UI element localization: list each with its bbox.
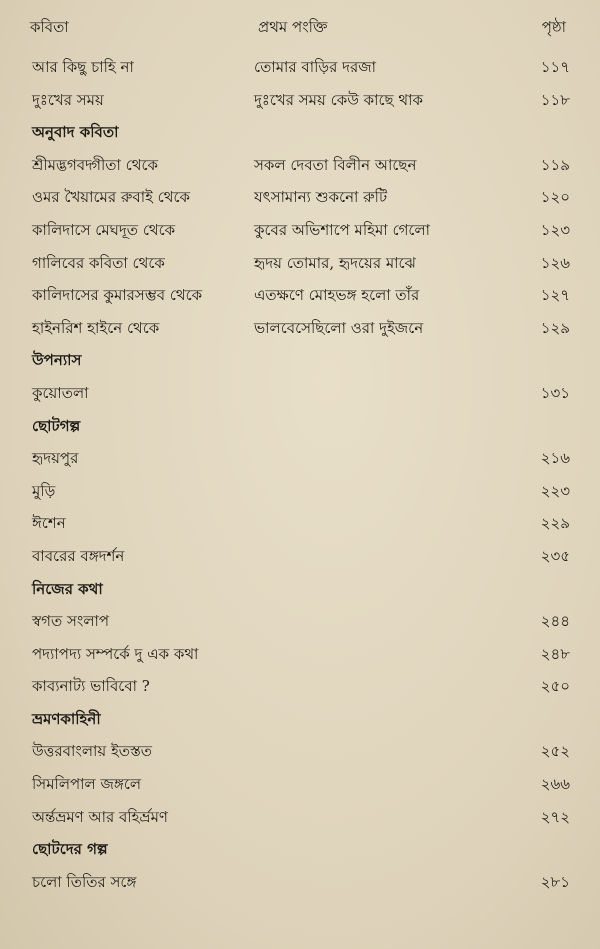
list-item — [32, 638, 574, 671]
entry-title: চলো তিতির সঙ্গে — [32, 872, 137, 891]
section-title: ছোটগল্প — [32, 416, 81, 435]
list-item — [32, 670, 574, 703]
list-item — [32, 214, 574, 247]
list-item — [32, 475, 574, 508]
entry-page-number: ১২৭ — [540, 286, 570, 305]
entry-title: হাইনরিশ হাইনে থেকে — [32, 318, 160, 337]
entry-first-line: সকল দেবতা বিলীন আছেন — [254, 155, 417, 174]
entry-first-line: দুঃখের সময় কেউ কাছে থাক — [254, 90, 423, 109]
header-poem-title: কবিতা — [30, 18, 69, 36]
list-item — [32, 312, 574, 345]
list-item — [32, 801, 574, 834]
header-page: পৃষ্ঠা — [541, 18, 566, 36]
list-item — [32, 507, 574, 540]
entry-page-number: ২২৩ — [540, 481, 570, 500]
header-first-line: প্রথম পংক্তি — [258, 18, 328, 36]
entry-title: সিমলিপাল জঙ্গলে — [32, 775, 142, 794]
list-item — [32, 768, 574, 801]
section-heading — [32, 573, 574, 606]
section-title: নিজের কথা — [32, 579, 103, 598]
entry-title: ঈশেন — [32, 514, 66, 533]
list-item — [32, 605, 574, 638]
list-item — [32, 181, 574, 214]
list-item — [32, 149, 574, 182]
entry-title: উত্তরবাংলায় ইতস্তত — [32, 742, 153, 761]
list-item — [32, 377, 574, 410]
entry-page-number: ২৪৪ — [540, 612, 570, 631]
entry-page-number: ২২৯ — [540, 514, 570, 533]
section-title: ভ্রমণকাহিনী — [32, 709, 101, 728]
list-item — [32, 442, 574, 475]
entry-title: আর কিছু চাহি না — [32, 58, 134, 76]
entry-page-number: ২৩৫ — [540, 546, 570, 565]
entry-first-line: যৎসামান্য শুকনো রুটি — [254, 188, 388, 207]
entry-page-number: ১৩১ — [540, 383, 570, 402]
entry-title: কালিদাসে মেঘদূত থেকে — [32, 220, 176, 239]
entry-page-number: ২৬৬ — [540, 775, 570, 794]
entry-title: পদ্যাপদ্য সম্পর্কে দু এক কথা — [32, 644, 199, 663]
entry-first-line: কুবের অভিশাপে মহিমা গেলো — [254, 220, 430, 239]
entry-title: দুঃখের সময় — [32, 90, 104, 109]
entry-first-line: ভালবেসেছিলো ওরা দুইজনে — [254, 318, 424, 337]
entry-first-line: এতক্ষণে মোহভঙ্গ হলো তাঁর — [254, 286, 420, 305]
section-heading — [32, 410, 574, 443]
entry-title: কালিদাসের কুমারসম্ভব থেকে — [32, 286, 203, 305]
entry-page-number: ১১৭ — [540, 58, 570, 76]
entry-title: অর্ন্তভ্রমণ আর বহির্ভ্রমণ — [32, 807, 168, 826]
list-item — [32, 247, 574, 280]
entry-title: গালিবের কবিতা থেকে — [32, 253, 165, 272]
entry-title: কাব্যনাট্য ভাবিবো ? — [32, 677, 150, 696]
entry-page-number: ১১৮ — [540, 90, 570, 109]
entry-title: কুয়োতলা — [32, 383, 89, 402]
list-item — [32, 866, 574, 899]
list-item — [32, 84, 574, 117]
entry-title: শ্রীমদ্ভগবদ্গীতা থেকে — [32, 155, 158, 174]
entry-first-line: তোমার বাড়ির দরজা — [254, 58, 377, 76]
entry-page-number: ২৭২ — [540, 807, 570, 826]
list-item — [32, 735, 574, 768]
entry-title: ওমর খৈয়ামের রুবাই থেকে — [32, 188, 190, 207]
entry-page-number: ১২৩ — [540, 220, 570, 239]
entry-first-line: হৃদয় তোমার, হৃদয়ের মাঝে — [254, 253, 416, 272]
entry-page-number: ২৫০ — [540, 677, 570, 696]
section-title: অনুবাদ কবিতা — [32, 123, 119, 142]
entry-title: মুড়ি — [32, 481, 56, 500]
entry-title: বাবরের বঙ্গদর্শন — [32, 546, 125, 565]
entry-page-number: ২৫২ — [540, 742, 570, 761]
section-heading — [32, 833, 574, 866]
section-heading — [32, 344, 574, 377]
entry-title: স্বগত সংলাপ — [32, 612, 110, 631]
section-heading — [32, 703, 574, 736]
entry-page-number: ১১৯ — [540, 155, 570, 174]
entry-page-number: ১২৯ — [540, 318, 570, 337]
contents-list — [32, 51, 574, 898]
section-heading — [32, 116, 574, 149]
entry-page-number: ২১৬ — [540, 449, 570, 468]
entry-page-number: ২৪৮ — [540, 644, 570, 663]
entry-page-number: ২৮১ — [540, 872, 570, 891]
entry-page-number: ১২৬ — [540, 253, 570, 272]
entry-page-number: ১২০ — [540, 188, 570, 207]
list-item — [32, 51, 574, 84]
list-item — [32, 540, 574, 573]
entry-title: হৃদয়পুর — [32, 449, 79, 468]
section-title: উপন্যাস — [32, 351, 82, 370]
section-title: ছোটদের গল্প — [32, 840, 108, 859]
list-item — [32, 279, 574, 312]
column-header — [30, 16, 570, 40]
